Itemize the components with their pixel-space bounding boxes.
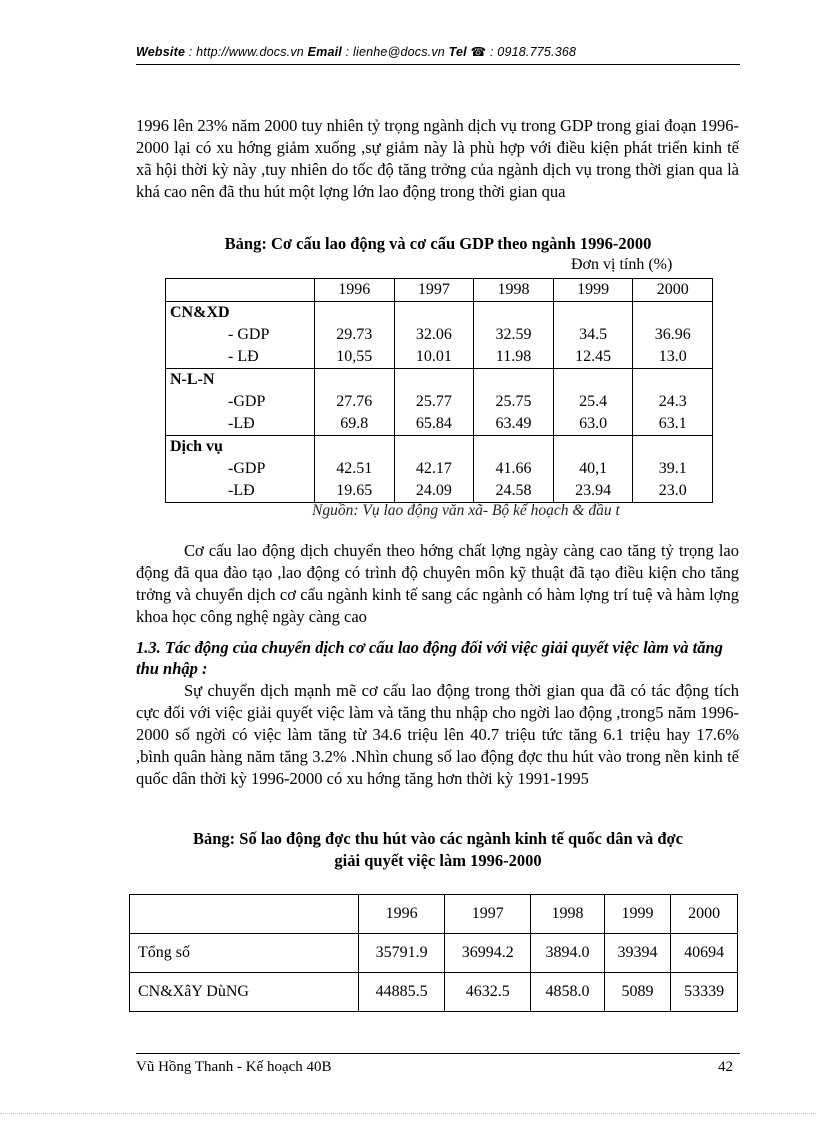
- paragraph-2: Cơ cấu lao động dịch chuyển theo hớng chất lợng ngày càng cao tăng tỷ trọng lao động đã qua đào tạo ,lao động có trình độ chuyên môn kỹ thuật đã tạo điều kiện cho tăng trởng và chuyển dịch cơ cấu ngành kinh tế sang các ngành có hàm lợng trí tuệ và hàm lợng khoa học công nghệ ngày càng cao: [136, 541, 739, 626]
- cell: 24.58: [474, 480, 554, 503]
- group-label: N-L-N: [166, 369, 315, 392]
- cell: 10,55: [315, 346, 395, 369]
- header-empty-cell: [166, 279, 315, 302]
- cell: 63.0: [553, 413, 633, 436]
- website-value: : http://www.docs.vn: [185, 45, 308, 59]
- page-number: 42: [718, 1059, 733, 1075]
- cell: 24.3: [633, 391, 713, 413]
- table-header-row: [166, 279, 713, 302]
- year-header: 2000: [671, 895, 738, 934]
- table-row: [130, 973, 738, 1012]
- website-label: Website: [136, 45, 186, 59]
- row-label: -LĐ: [166, 413, 315, 436]
- table1-unit: Đơn vị tính (%): [571, 256, 673, 273]
- year-header: 1996: [315, 279, 395, 302]
- row-label: -GDP: [166, 458, 315, 480]
- table-row: [166, 391, 713, 413]
- group-row: [166, 436, 713, 459]
- table-row: [166, 324, 713, 346]
- cell: 36.96: [633, 324, 713, 346]
- table-header-row: [130, 895, 738, 934]
- group-label: Dịch vụ: [166, 436, 315, 459]
- cell: 39394: [604, 934, 671, 973]
- cell: 25.4: [553, 391, 633, 413]
- cell: 36994.2: [445, 934, 531, 973]
- tel-label: Tel: [448, 45, 467, 59]
- cell: 32.59: [474, 324, 554, 346]
- page-header: [136, 44, 740, 59]
- year-header: 1996: [359, 895, 445, 934]
- cell: 53339: [671, 973, 738, 1012]
- table2-caption-line1: Bảng: Số lao động đợc thu hút vào các ngành kinh tế quốc dân và đợc: [192, 829, 684, 848]
- cell: 65.84: [394, 413, 474, 436]
- footer-author: Vũ Hồng Thanh - Kế hoạch 40B: [136, 1059, 332, 1075]
- row-label: - LĐ: [166, 346, 315, 369]
- cell: 19.65: [315, 480, 395, 503]
- cell: 12.45: [553, 346, 633, 369]
- cell: 34.5: [553, 324, 633, 346]
- table-row: [166, 346, 713, 369]
- cell: 35791.9: [359, 934, 445, 973]
- gdp-labor-structure-table: [165, 278, 713, 503]
- cell: 25.77: [394, 391, 474, 413]
- group-row: [166, 369, 713, 392]
- row-label: -LĐ: [166, 480, 315, 503]
- email-label: Email: [307, 45, 342, 59]
- year-header: 1999: [604, 895, 671, 934]
- table-row: [166, 413, 713, 436]
- year-header: 1997: [394, 279, 474, 302]
- cell: 23.94: [553, 480, 633, 503]
- cell: 63.1: [633, 413, 713, 436]
- header-empty-cell: [130, 895, 359, 934]
- page-bottom-border: [0, 1113, 816, 1114]
- cell: 5089: [604, 973, 671, 1012]
- table2-caption-line2: giải quyết việc làm 1996-2000: [334, 851, 542, 870]
- cell: 63.49: [474, 413, 554, 436]
- table1-caption: Bảng: Cơ cấu lao động và cơ cấu GDP theo ngành 1996-2000: [224, 234, 652, 253]
- cell: 42.17: [394, 458, 474, 480]
- row-label: - GDP: [166, 324, 315, 346]
- cell: 32.06: [394, 324, 474, 346]
- row-label: -GDP: [166, 391, 315, 413]
- year-header: 2000: [633, 279, 713, 302]
- labor-absorption-table: [129, 894, 738, 1012]
- cell: 69.8: [315, 413, 395, 436]
- cell: 29.73: [315, 324, 395, 346]
- year-header: 1998: [531, 895, 604, 934]
- table-row: [130, 934, 738, 973]
- paragraph-1: 1996 lên 23% năm 2000 tuy nhiên tỷ trọng ngành dịch vụ trong GDP trong giai đoạn 1996-2000 lại có xu hớng giảm xuống ,sự giảm này là phù hợp với điều kiện phát triển kinh tế xã hội thời kỳ này ,tuy nhiên do tốc độ tăng trởng của ngành dịch vụ trong thời gian qua là khá cao nên đã thu hút một lợng lớn lao động trong thời gian qua: [136, 116, 739, 201]
- cell: 11.98: [474, 346, 554, 369]
- cell: 4858.0: [531, 973, 604, 1012]
- group-row: [166, 302, 713, 325]
- year-header: 1998: [474, 279, 554, 302]
- paragraph-3: Sự chuyển dịch mạnh mẽ cơ cấu lao động trong thời gian qua đã có tác động tích cực đối với việc giải quyết việc làm và tăng thu nhập cho ngời lao động ,trong5 năm 1996-2000 số ngời có việc làm tăng từ 34.6 triệu lên 40.7 triệu tức tăng 6.1 triệu hay 17.6% ,bình quân hàng năm tăng 3.2% .Nhìn chung số lao động đợc thu hút vào trong nền kinh tế quốc dân thời kỳ 1996-2000 có xu hớng tăng hơn thời kỳ 1991-1995: [136, 681, 739, 788]
- cell: 42.51: [315, 458, 395, 480]
- cell: 39.1: [633, 458, 713, 480]
- cell: 27.76: [315, 391, 395, 413]
- row-label: Tổng số: [130, 934, 359, 973]
- year-header: 1999: [553, 279, 633, 302]
- cell: 25.75: [474, 391, 554, 413]
- group-label: CN&XD: [166, 302, 315, 325]
- cell: 40,1: [553, 458, 633, 480]
- section-heading: 1.3. Tác động của chuyển dịch cơ cấu lao động đối với việc giải quyết việc làm và tăng thu nhập :: [136, 638, 723, 678]
- table-row: [166, 480, 713, 503]
- row-label: CN&XâY DùNG: [130, 973, 359, 1012]
- cell: 3894.0: [531, 934, 604, 973]
- table1-source: Nguồn: Vụ lao động văn xã- Bộ kế hoạch & đầu t: [312, 502, 620, 519]
- phone-icon: ☎: [470, 45, 487, 59]
- cell: 13.0: [633, 346, 713, 369]
- cell: 4632.5: [445, 973, 531, 1012]
- cell: 40694: [671, 934, 738, 973]
- cell: 24.09: [394, 480, 474, 503]
- cell: 23.0: [633, 480, 713, 503]
- cell: 10.01: [394, 346, 474, 369]
- cell: 41.66: [474, 458, 554, 480]
- tel-value: : 0918.775.368: [486, 45, 577, 59]
- cell: 44885.5: [359, 973, 445, 1012]
- table-row: [166, 458, 713, 480]
- header-divider: [136, 64, 740, 65]
- year-header: 1997: [445, 895, 531, 934]
- footer-divider: [136, 1053, 740, 1054]
- email-value: : lienhe@docs.vn: [341, 45, 449, 59]
